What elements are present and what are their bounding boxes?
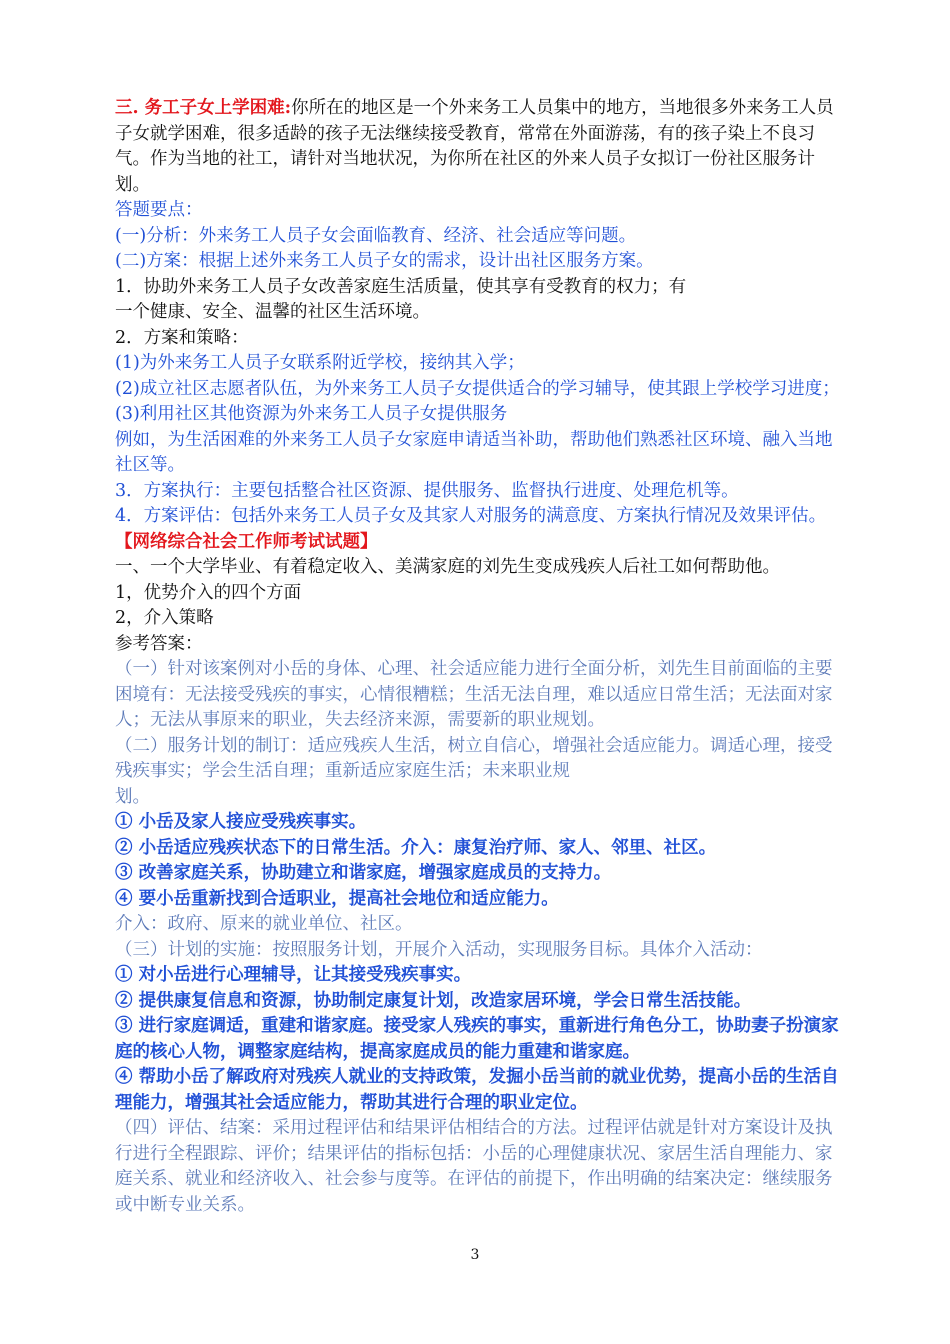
plan-execution: 3．方案执行：主要包括整合社区资源、提供服务、监督执行进度、处理危机等。: [115, 480, 739, 501]
activity-1: ① 对小岳进行心理辅导，让其接受残疾事实。: [115, 965, 472, 985]
service-goal-2: ② 小岳适应残疾状态下的日常生活。介入：康复治疗师、家人、邻里、社区。: [115, 837, 717, 858]
intervention-parties: 介入：政府、原来的就业单位、社区。: [115, 914, 413, 934]
document-body: [115, 96, 840, 1218]
service-goal-3: ③ 改善家庭关系，协助建立和谐家庭，增强家庭成员的支持力。: [115, 863, 612, 883]
goal-line-2: 一个健康、安全、温馨的社区生活环境。: [115, 302, 430, 322]
answer-part-2-end: 划。: [115, 786, 150, 807]
plan-line: (二)方案：根据上述外来务工人员子女的需求，设计出社区服务方案。: [115, 251, 654, 271]
answer-part-3: （三）计划的实施：按照服务计划，开展介入活动，实现服务目标。具体介入活动：: [115, 939, 763, 960]
activity-4: ④ 帮助小岳了解政府对残疾人就业的支持政策，发掘小岳当前的就业优势，提高小岳的生活自理能力，增强其社会适应能力，帮助其进行合理的职业定位。: [115, 1067, 839, 1113]
page-number: 3: [470, 1247, 480, 1263]
reference-answer-label: 参考答案：: [115, 633, 203, 654]
section3-heading: 三. 务工子女上学困难:: [115, 98, 292, 118]
activity-2: ② 提供康复信息和资源，协助制定康复计划，改造家居环境，学会日常生活技能。: [115, 990, 752, 1011]
answer-points-label: 答题要点：: [115, 200, 203, 220]
strategy-item-1: (1)为外来务工人员子女联系附近学校，接纳其入学；: [115, 353, 525, 373]
exam-subquestion-1: 1，优势介入的四个方面: [115, 582, 302, 603]
section3-intro: [115, 96, 840, 198]
exam-subquestion-2: 2，介入策略: [115, 608, 214, 628]
answer-part-1: （一）针对该案例对小岳的身体、心理、社会适应能力进行全面分析，刘先生目前面临的主要困境有：无法接受残疾的事实，心情很糟糕；生活无法自理，难以适应日常生活；无法面对家人；无法从事原来的职业，失去经济来源，需要新的职业规划。: [115, 659, 833, 730]
strategy-item-3: (3)利用社区其他资源为外来务工人员子女提供服务: [115, 404, 508, 424]
strategy-item-2: (2)成立社区志愿者队伍，为外来务工人员子女提供适合的学习辅导，使其跟上学校学习进度；: [115, 378, 840, 399]
exam-question: 一、一个大学毕业、有着稳定收入、美满家庭的刘先生变成残疾人后社工如何帮助他。: [115, 557, 780, 577]
service-goal-4: ④ 要小岳重新找到合适职业，提高社会地位和适应能力。: [115, 888, 559, 909]
exam-heading: 【网络综合社会工作师考试试题】: [115, 531, 378, 552]
answer-part-4: （四）评估、结案：采用过程评估和结果评估相结合的方法。过程评估就是针对方案设计及执行进行全程跟踪、评价；结果评估的指标包括：小岳的心理健康状况、家居生活自理能力、家庭关系、就业和经济收入、社会参与度等。在评估的前提下，作出明确的结案决定：继续服务或中断专业关系。: [115, 1118, 833, 1215]
analysis-line: (一)分析：外来务工人员子女会面临教育、经济、社会适应等问题。: [115, 225, 637, 246]
answer-part-2: （二）服务计划的制订：适应残疾人生活，树立自信心，增强社会适应能力。调适心理，接受残疾事实；学会生活自理；重新适应家庭生活；未来职业规: [115, 735, 833, 781]
plan-evaluation: 4．方案评估：包括外来务工人员子女及其家人对服务的满意度、方案执行情况及效果评估。: [115, 506, 827, 526]
strategy-label: 2．方案和策略：: [115, 327, 249, 348]
strategy-example: 例如，为生活困难的外来务工人员子女家庭申请适当补助，帮助他们熟悉社区环境、融入当地社区等。: [115, 429, 833, 475]
goal-line-1: 1．协助外来务工人员子女改善家庭生活质量，使其享有受教育的权力；有: [115, 276, 687, 297]
activity-3: ③ 进行家庭调适，重建和谐家庭。接受家人残疾的事实，重新进行角色分工，协助妻子扮演家庭的核心人物，调整家庭结构，提高家庭成员的能力重建和谐家庭。: [115, 1016, 839, 1062]
service-goal-1: ① 小岳及家人接应受残疾事实。: [115, 812, 367, 832]
section3-intro-text: 你所在的地区是一个外来务工人员集中的地方，当地很多外来务工人员子女就学困难，很多适龄的孩子无法继续接受教育，常常在外面游荡，有的孩子染上不良习气。作为当地的社工，请针对当地状况，为你所在社区的外来人员子女拟订一份社区服务计划。: [115, 98, 834, 195]
